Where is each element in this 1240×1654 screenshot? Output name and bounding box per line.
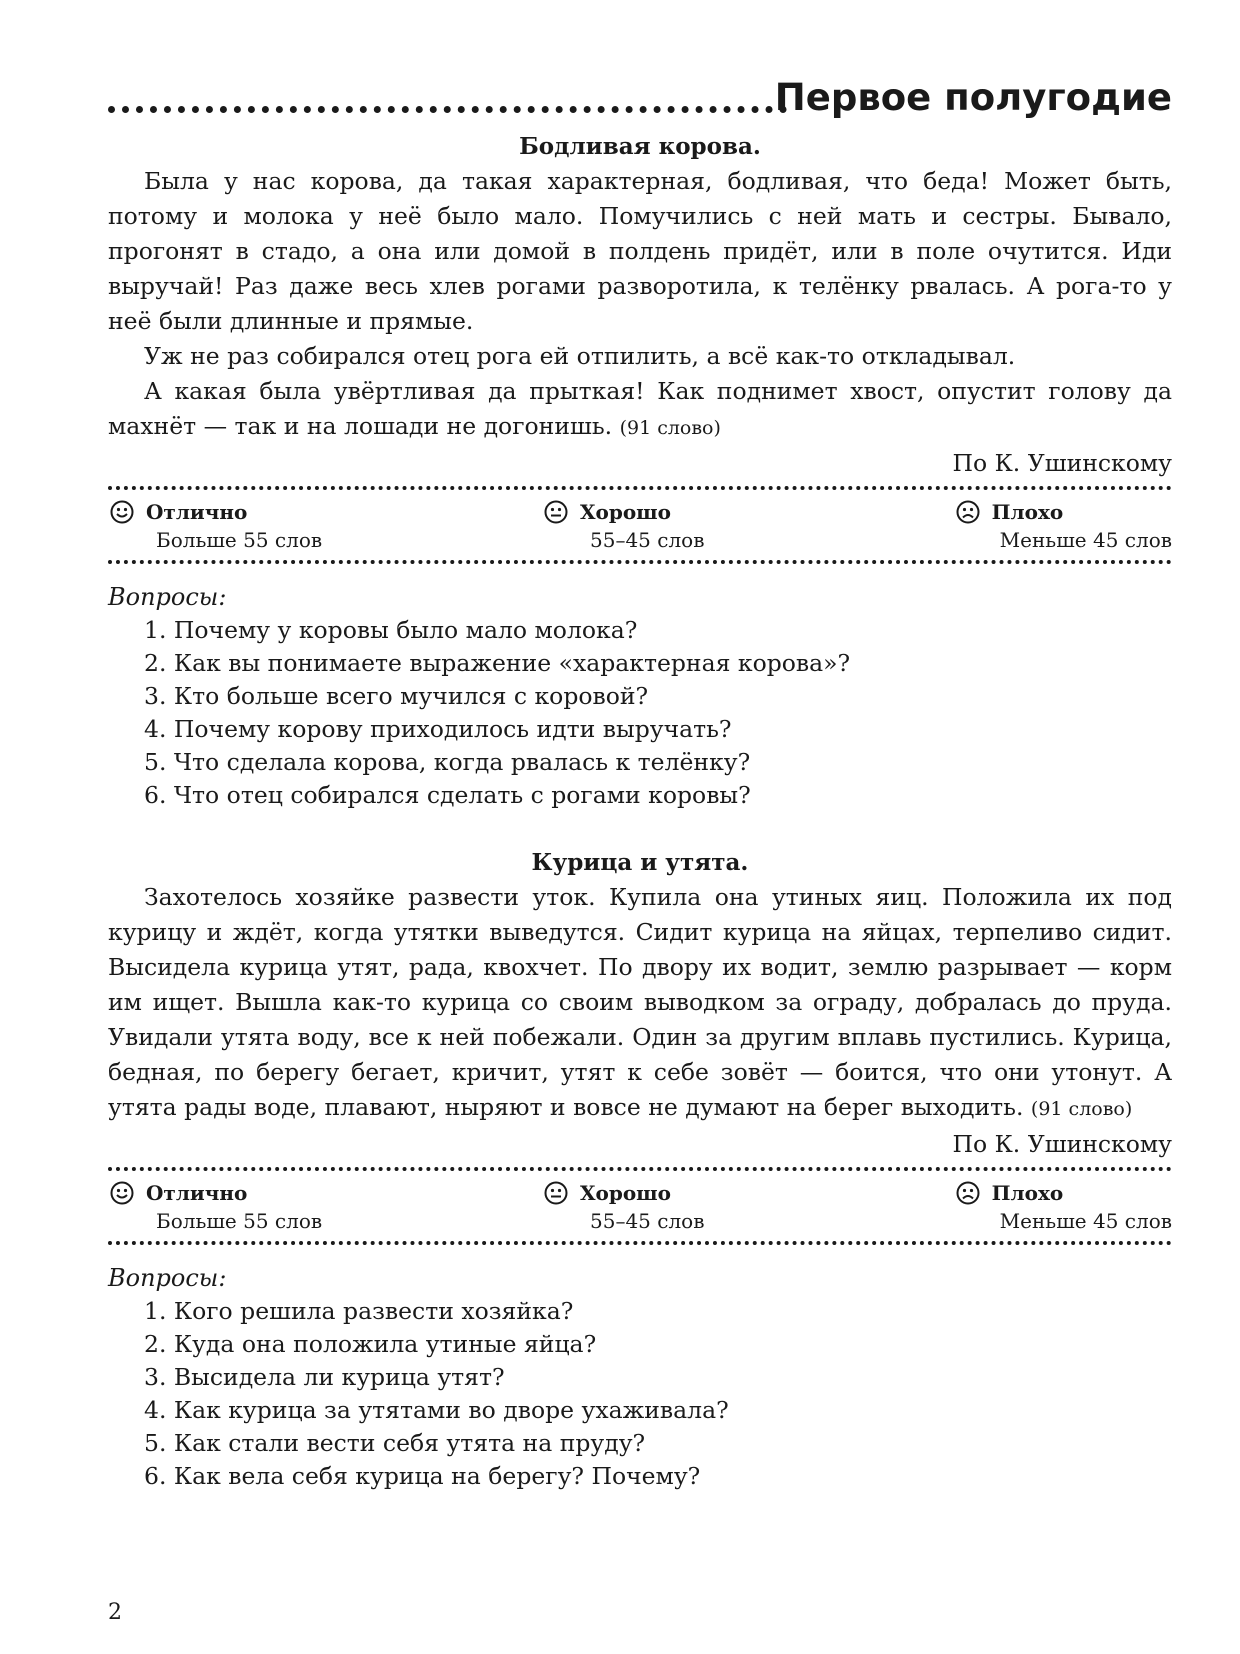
page-header (108, 72, 1172, 130)
story-author: По К. Ушинскому (952, 1130, 1172, 1158)
story-text (108, 164, 1172, 446)
sad-face-icon (956, 1181, 980, 1205)
question-item: 1. Кого решила развести хозяйка? (144, 1297, 574, 1325)
rating-top-dotted-line (108, 1167, 1172, 1171)
story-section-1 (108, 130, 1172, 812)
story-paragraph: Уж не раз собирался отец рога ей отпилить, а всё как-то откладывал. (144, 342, 1016, 370)
rating-good (544, 500, 704, 552)
question-item: 2. Как вы понимаете выражение «характерная корова»? (144, 649, 851, 677)
question-item: 3. Кто больше всего мучился с коровой? (144, 682, 649, 710)
rating-label: Отлично (146, 1181, 248, 1205)
rating-label: Хорошо (580, 500, 672, 524)
question-item: 3. Высидела ли курица утят? (144, 1363, 505, 1391)
question-item: 2. Куда она положила утиные яйца? (144, 1330, 597, 1358)
rating-bottom-dotted-line (108, 1241, 1172, 1245)
rating-desc: Больше 55 слов (156, 528, 323, 552)
story-paragraph: Была у нас корова, да такая характерная, бодливая, что беда! Может быть, потому и молока у неё было мало. Помучились с ней мать и сестры. Бывало, прогонят в стадо, а она или домой в полдень придёт, или в поле очутится. Иди выручай! Раз даже весь хлев рогами разворотила, к телёнку рвалась. А рога-то у неё были длинные и прямые. (108, 167, 1172, 335)
rating-top-dotted-line (108, 486, 1172, 490)
rating-excellent (110, 1181, 322, 1233)
story-author: По К. Ушинскому (952, 449, 1172, 477)
neutral-face-icon (544, 1181, 568, 1205)
rating-label: Плохо (991, 500, 1064, 524)
rating-excellent (110, 500, 322, 552)
rating-bad (956, 1181, 1172, 1233)
worksheet-page (108, 72, 1172, 1493)
rating-bottom-dotted-line (108, 560, 1172, 564)
rating-desc: 55–45 слов (590, 1209, 705, 1233)
question-item: 6. Как вела себя курица на берегу? Почему? (144, 1462, 701, 1490)
question-item: 5. Как стали вести себя утята на пруду? (144, 1429, 646, 1457)
page-number: 2 (108, 1600, 122, 1625)
word-count: (91 слово) (1030, 1098, 1133, 1120)
story-title: Курица и утята. (531, 849, 749, 876)
rating-scale (108, 486, 1172, 568)
rating-good (544, 1181, 704, 1233)
rating-label: Плохо (991, 1181, 1064, 1205)
smile-face-icon (110, 1181, 134, 1205)
rating-label: Отлично (146, 500, 248, 524)
word-count: (91 слово) (619, 417, 721, 439)
questions-title: Вопросы: (108, 583, 227, 611)
page-title: Первое полугодие (774, 76, 1172, 119)
rating-desc: Больше 55 слов (156, 1209, 323, 1233)
question-item: 4. Почему корову приходилось идти выручать? (144, 715, 732, 743)
question-item: 1. Почему у коровы было мало молока? (144, 616, 638, 644)
story-paragraph-text: Захотелось хозяйке развести уток. Купила она утиных яиц. Положила их под курицу и ждёт, когда утятки выведутся. Сидит курица на яйцах, терпеливо сидит. Высидела курица утят, рада, квохчет. По двору их водит, землю разрывает — корм им ищет. Вышла как-то курица со своим выводком за ограду, добралась до пруда. Увидали утята воду, все к ней побежали. Один за другим вплавь пустились. Курица, бедная, по берегу бегает, кричит, утят к себе зовёт — боится, что они утонут. А утята рады воде, плавают, ныряют и вовсе не думают на берег выходить. (108, 883, 1172, 1121)
rating-desc: Меньше 45 слов (999, 528, 1172, 552)
rating-label: Хорошо (580, 1181, 672, 1205)
header-dotted-leader (108, 106, 787, 113)
rating-scale (108, 1167, 1172, 1249)
smile-face-icon (110, 500, 134, 524)
sad-face-icon (956, 500, 980, 524)
questions-list (108, 614, 1172, 812)
story-section-2 (108, 846, 1172, 1493)
story-paragraph (108, 880, 1172, 1127)
question-item: 6. Что отец собирался сделать с рогами коровы? (144, 781, 751, 809)
story-paragraph-text: А какая была увёртливая да прыткая! Как поднимет хвост, опустит голову да махнёт — так и на лошади не догонишь. (108, 377, 1172, 440)
story-paragraph (108, 374, 1172, 446)
rating-desc: 55–45 слов (590, 528, 705, 552)
questions-title: Вопросы: (108, 1264, 227, 1292)
rating-desc: Меньше 45 слов (999, 1209, 1172, 1233)
story-title: Бодливая корова. (519, 133, 761, 160)
question-item: 5. Что сделала корова, когда рвалась к телёнку? (144, 748, 751, 776)
story-text (108, 880, 1172, 1127)
neutral-face-icon (544, 500, 568, 524)
question-item: 4. Как курица за утятами во дворе ухаживала? (144, 1396, 729, 1424)
questions-list (108, 1295, 1172, 1493)
rating-bad (956, 500, 1172, 552)
